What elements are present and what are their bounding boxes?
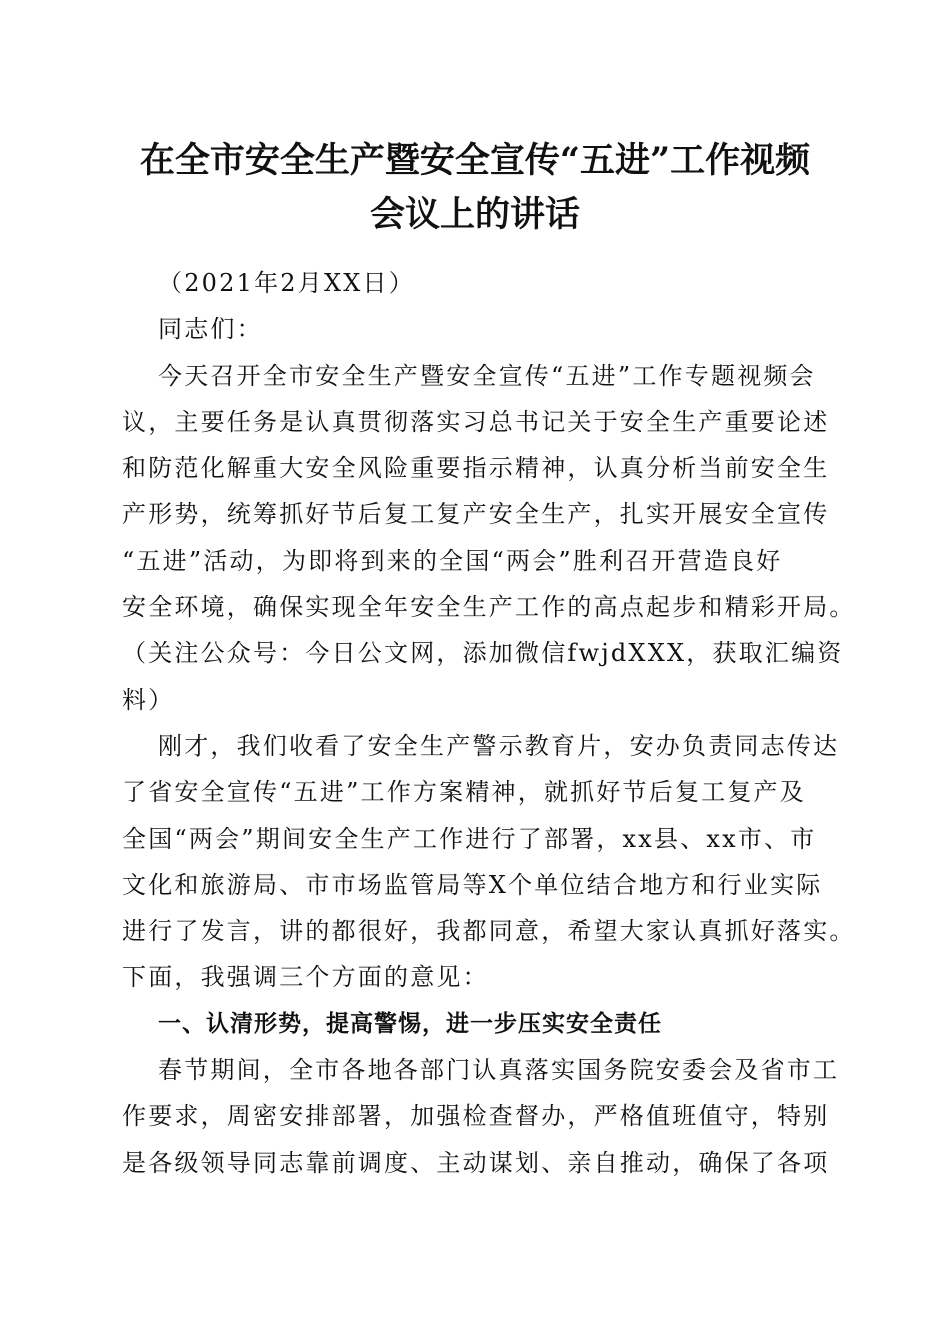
paragraph-3-line: 春节期间，全市各地各部门认真落实国务院安委会及省市工 [158,1056,840,1085]
document-title [100,134,850,242]
paragraph-2-line: 刚才，我们收看了安全生产警示教育片，安办负责同志传达 [158,731,840,760]
paragraph-1-line: 今天召开全市安全生产暨安全宣传“五进”工作专题视频会 [158,361,816,390]
paragraph-3-line: 作要求，周密安排部署，加强检查督办，严格值班值守，特别 [122,1102,830,1131]
title-line-1: 在全市安全生产暨安全宣传“五进”工作视频 [139,140,811,181]
paragraph-2-line: 进行了发言，讲的都很好，我都同意，希望大家认真抓好落实。 [122,917,856,946]
salutation: 同志们： [158,315,263,344]
paragraph-2-line: 文化和旅游局、市市场监管局等X个单位结合地方和行业实际 [122,870,823,899]
paragraph-1-line: （关注公众号：今日公文网，添加微信fwjdXXX，获取汇编资 [122,639,844,668]
paragraph-1-line: 和防范化解重大安全风险重要指示精神，认真分析当前安全生 [122,454,830,483]
paragraph-1-line: “五进”活动，为即将到来的全国“两会”胜利召开营造良好 [122,546,783,575]
paragraph-2-line: 全国“两会”期间安全生产工作进行了部署，xx县、xx市、市 [122,824,817,853]
paragraph-1-line: 安全环境，确保实现全年安全生产工作的高点起步和精彩开局。 [122,593,856,622]
paragraph-3-line: 是各级领导同志靠前调度、主动谋划、亲自推动，确保了各项 [122,1148,830,1177]
section-1-heading: 一、认清形势，提高警惕，进一步压实安全责任 [158,1010,662,1037]
date-line: （2021年2月XX日） [158,269,415,297]
paragraph-1-line: 料） [122,685,175,714]
document-body [122,260,856,1186]
paragraph-1-line: 产形势，统筹抓好节后复工复产安全生产，扎实开展安全宣传 [122,500,830,529]
paragraph-2-line: 了省安全宣传“五进”工作方案精神，就抓好节后复工复产及 [122,778,806,807]
paragraph-2-line: 下面，我强调三个方面的意见： [122,963,489,992]
paragraph-1-line: 议，主要任务是认真贯彻落实习总书记关于安全生产重要论述 [122,407,830,436]
title-line-2: 会议上的讲话 [369,194,580,235]
